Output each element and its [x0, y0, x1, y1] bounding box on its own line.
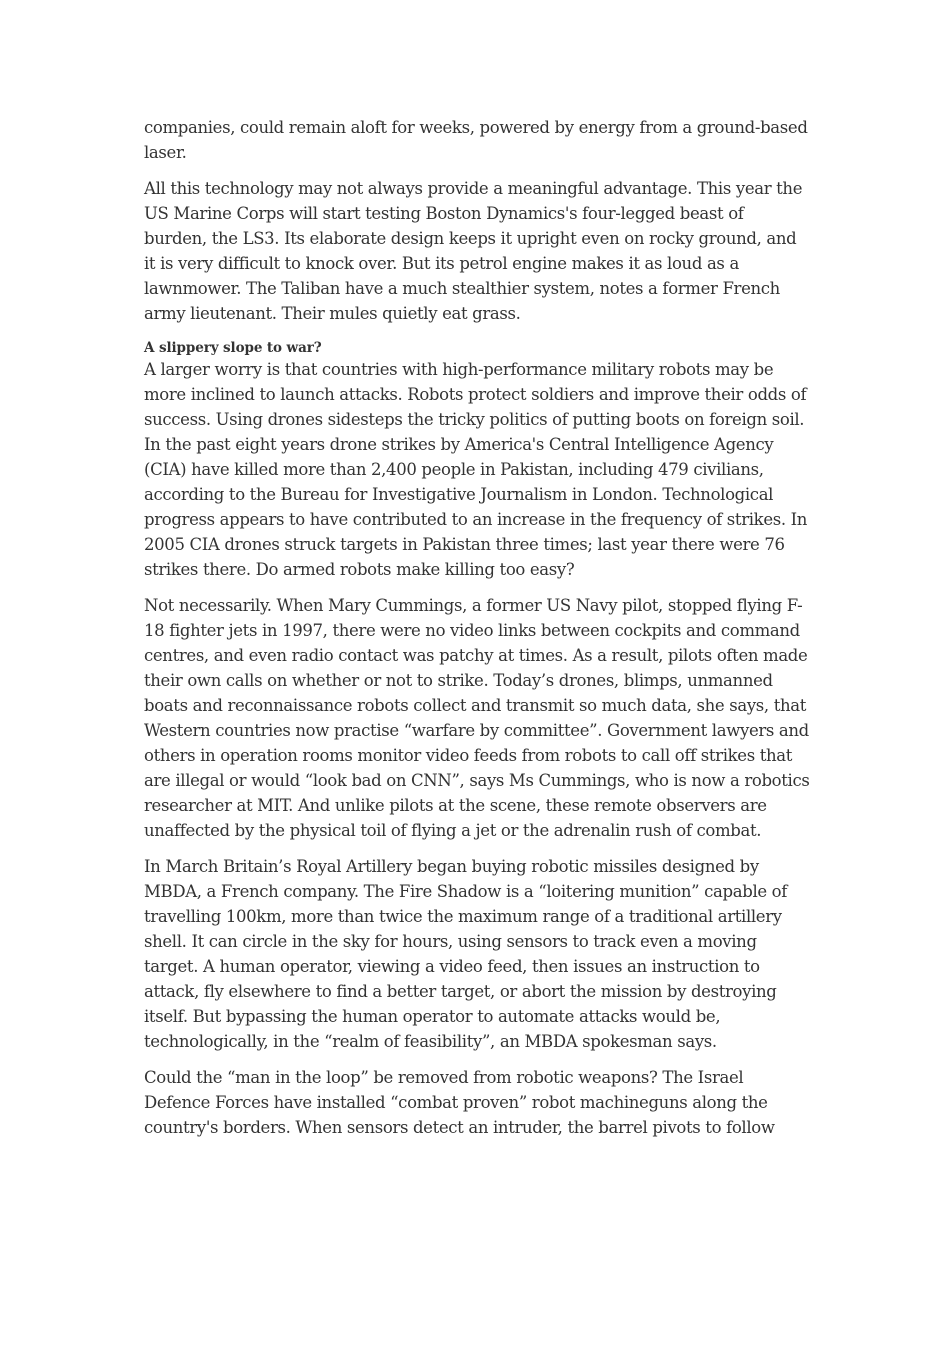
paragraph: All this technology may not always provide a meaningful advantage. This year the US Marine Corps will start testing Boston Dynamics's four-legged beast of burden, the LS3. Its elaborate design keeps it upright even on rocky ground, and it is very difficult to knock over. But its petrol engine makes it as loud as a lawnmower. The Taliban have a much stealthier system, notes a former French army lieutenant. Their mules quietly eat grass. [144, 179, 803, 323]
paragraph: A larger worry is that countries with high-performance military robots may be more inclined to launch attacks. Robots protect soldiers and improve their odds of success. Using drones sidesteps the tricky politics of putting boots on foreign soil. In the past eight years drone strikes by America's Central Intelligence Agency (CIA) have killed more than 2,400 people in Pakistan, including 479 civilians, according to the Bureau for Investigative Journalism in London. Technological progress appears to have contributed to an increase in the frequency of strikes. In 2005 CIA drones struck targets in Pakistan three times; last year there were 76 strikes there. Do armed robots make killing too easy? [144, 360, 808, 579]
document-page [144, 115, 810, 1151]
paragraph: Not necessarily. When Mary Cummings, a former US Navy pilot, stopped flying F-18 fighter jets in 1997, there were no video links between cockpits and command centres, and even radio contact was patchy at times. As a result, pilots often made their own calls on whether or not to strike. Today’s drones, blimps, unmanned boats and reconnaissance robots collect and transmit so much data, she says, that Western countries now practise “warfare by committee”. Government lawyers and others in operation rooms monitor video feeds from robots to call off strikes that are illegal or would “look bad on CNN”, says Ms Cummings, who is now a robotics researcher at MIT. And unlike pilots at the scene, these remote observers are unaffected by the physical toil of flying a jet or the adrenalin rush of combat. [144, 596, 810, 840]
paragraph: In March Britain’s Royal Artillery began buying robotic missiles designed by MBDA, a French company. The Fire Shadow is a “loitering munition” capable of travelling 100km, more than twice the maximum range of a traditional artillery shell. It can circle in the sky for hours, using sensors to track even a moving target. A human operator, viewing a video feed, then issues an instruction to attack, fly elsewhere to find a better target, or abort the mission by destroying itself. But bypassing the human operator to automate attacks would be, technologically, in the “realm of feasibility”, an MBDA spokesman says. [144, 857, 788, 1051]
section-heading: A slippery slope to war? [144, 340, 322, 356]
paragraph: companies, could remain aloft for weeks, powered by energy from a ground-based laser. [144, 118, 808, 162]
paragraph: Could the “man in the loop” be removed from robotic weapons? The Israel Defence Forces have installed “combat proven” robot machineguns along the country's borders. When sensors detect an intruder, the barrel pivots to follow [144, 1068, 775, 1137]
